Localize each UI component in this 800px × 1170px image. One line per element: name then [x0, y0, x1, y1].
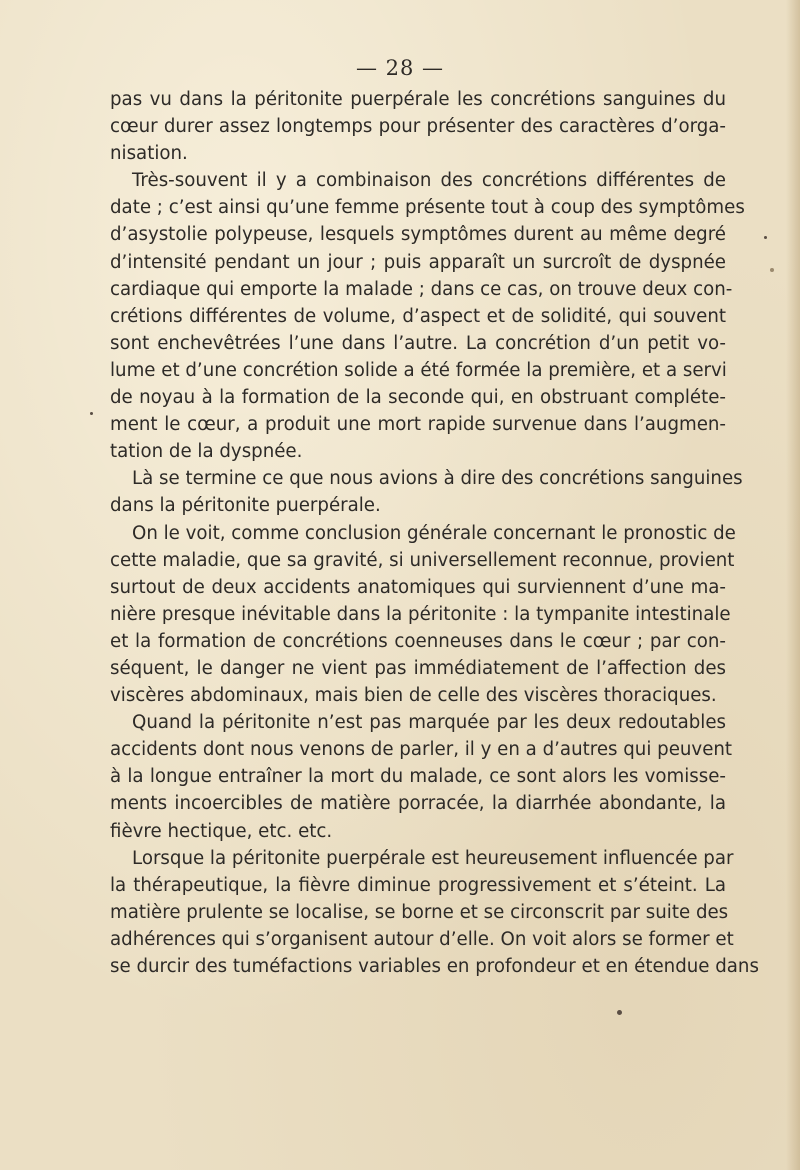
text-line: surtout de deux accidents anatomiques qui surviennent d’une ma- [110, 576, 726, 598]
text-line: Lorsque la péritonite puerpérale est heureusement influencée par [132, 847, 734, 869]
text-line: d’asystolie polypeuse, lesquels symptômes durent au même degré [110, 224, 726, 246]
text-line: ment le cœur, a produit une mort rapide survenue dans l’augmen- [110, 414, 726, 436]
text-line: matière prulente se localise, se borne et se circonscrit par suite des [110, 901, 729, 923]
paragraph [110, 520, 736, 710]
paragraph [110, 86, 726, 167]
text-line: accidents dont nous venons de parler, il y en a d’autres qui peuvent [110, 739, 733, 761]
text-line: fièvre hectique, etc. etc. [110, 820, 333, 842]
text-line: adhérences qui s’organisent autour d’elle. On voit alors se former et [110, 928, 734, 950]
ink-speck [617, 1010, 622, 1015]
body-text [110, 86, 759, 980]
text-line: Là se termine ce que nous avions à dire des concrétions sanguines [132, 468, 743, 490]
text-line: On le voit, comme conclusion générale concernant le pronostic de [132, 522, 736, 544]
ink-speck [764, 236, 767, 239]
text-line: lume et d’une concrétion solide a été formée la première, et a servi [110, 359, 727, 381]
text-line: et la formation de concrétions coenneuses dans le cœur ; par con- [110, 630, 726, 652]
paragraph [110, 167, 745, 465]
text-line: d’intensité pendant un jour ; puis apparaît un surcroît de dyspnée [110, 251, 726, 273]
paragraph [110, 709, 733, 844]
text-line: cette maladie, que sa gravité, si universellement reconnue, provient [110, 549, 735, 571]
text-line: pas vu dans la péritonite puerpérale les concrétions sanguines du [110, 89, 726, 110]
page-edge-shadow [786, 0, 800, 1170]
text-line: nière presque inévitable dans la péritonite : la tympanite intestinale [110, 603, 731, 625]
ink-speck [90, 412, 93, 415]
text-line: viscères abdominaux, mais bien de celle des viscères thoraciques. [110, 685, 717, 707]
text-line: date ; c’est ainsi qu’une femme présente tout à coup des symptômes [110, 197, 745, 219]
text-line: à la longue entraîner la mort du malade, ce sont alors les vomisse- [110, 766, 726, 788]
text-line: de noyau à la formation de la seconde qui, en obstruant compléte- [110, 387, 726, 409]
text-line: cardiaque qui emporte la malade ; dans ce cas, on trouve deux con- [110, 278, 733, 300]
text-line: dans la péritonite puerpérale. [110, 495, 381, 517]
text-line: Très-souvent il y a combinaison des concrétions différentes de [132, 170, 726, 192]
page-number: — 28 — [355, 56, 445, 80]
paragraph [110, 465, 743, 519]
text-line: se durcir des tuméfactions variables en profondeur et en étendue dans [110, 956, 759, 977]
text-line: nisation. [110, 143, 188, 165]
text-line: cœur durer assez longtemps pour présenter des caractères d’orga- [110, 116, 726, 138]
text-line: ments incoercibles de matière porracée, la diarrhée abondante, la [110, 793, 726, 815]
paragraph [110, 845, 759, 980]
text-line: la thérapeutique, la fièvre diminue progressivement et s’éteint. La [110, 874, 726, 896]
text-line: tation de la dyspnée. [110, 441, 303, 463]
text-line: sont enchevêtrées l’une dans l’autre. La concrétion d’un petit vo- [110, 332, 726, 354]
text-line: crétions différentes de volume, d’aspect et de solidité, qui souvent [110, 305, 726, 327]
text-line: Quand la péritonite n’est pas marquée par les deux redoutables [132, 712, 726, 734]
text-line: séquent, le danger ne vient pas immédiatement de l’affection des [110, 657, 726, 679]
ink-speck [770, 268, 774, 272]
